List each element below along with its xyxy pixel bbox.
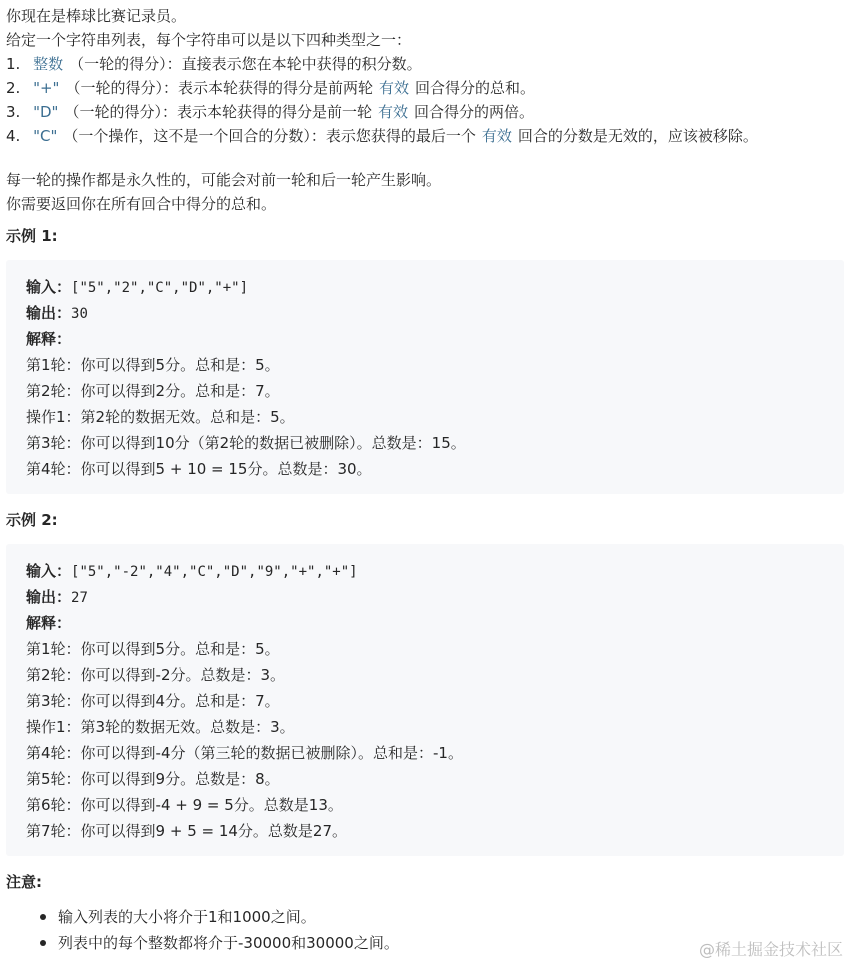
example-1-step: 第3轮：你可以得到10分（第2轮的数据已被删除）。总数是：15。 — [26, 434, 466, 452]
example-1-step: 第1轮：你可以得到5分。总和是：5。 — [26, 356, 280, 374]
intro-line-1: 你现在是棒球比赛记录员。 — [6, 7, 187, 25]
list-item: 输入列表的大小将介于1和1000之间。 — [58, 904, 844, 930]
example-2-step: 第4轮：你可以得到-4分（第三轮的数据已被删除）。总和是：-1。 — [26, 744, 463, 762]
example-1-step: 第2轮：你可以得到2分。总和是：7。 — [26, 382, 280, 400]
keyword-valid: 有效 — [379, 79, 410, 97]
keyword-c: "C" — [33, 127, 58, 145]
example-1-step: 操作1：第2轮的数据无效。总和是：5。 — [26, 408, 295, 426]
type-item-3: 3. "D" （一轮的得分）：表示本轮获得的得分是前一轮 有效 回合得分的两倍。 — [6, 103, 535, 121]
watermark: @稀土掘金技术社区 — [698, 940, 843, 959]
example-1-explain-label: 解释： — [26, 330, 72, 348]
keyword-valid: 有效 — [481, 127, 512, 145]
keyword-integer: 整数 — [33, 55, 64, 73]
example-1-output: 输出：30 — [26, 304, 88, 322]
paragraph-permanent: 每一轮的操作都是永久性的，可能会对前一轮和后一轮产生影响。 — [6, 171, 442, 189]
example-1-input: 输入：["5","2","C","D","+"] — [26, 278, 249, 296]
problem-description — [6, 0, 844, 956]
example-2-step: 第5轮：你可以得到9分。总数是：8。 — [26, 770, 280, 788]
list-item: 列表中的每个整数都将介于-30000和30000之间。 — [58, 930, 844, 956]
type-item-4: 4. "C" （一个操作，这不是一个回合的分数）：表示您获得的最后一个 有效 回合的分数是无效的，应该被移除。 — [6, 127, 758, 145]
notes-heading: 注意: — [6, 873, 42, 891]
type-item-2: 2. "+" （一轮的得分）：表示本轮获得的得分是前两轮 有效 回合得分的总和。 — [6, 79, 536, 97]
keyword-plus: "+" — [33, 79, 60, 97]
example-2-output: 输出：27 — [26, 588, 88, 606]
example-2-step: 操作1：第3轮的数据无效。总数是：3。 — [26, 718, 295, 736]
keyword-valid: 有效 — [377, 103, 408, 121]
example-1-step: 第4轮：你可以得到5 + 10 = 15分。总数是：30。 — [26, 460, 372, 478]
example-2-heading: 示例 2: — [6, 511, 58, 529]
example-2-step: 第2轮：你可以得到-2分。总数是：3。 — [26, 666, 286, 684]
bullet-icon — [40, 914, 46, 920]
paragraph-return: 你需要返回你在所有回合中得分的总和。 — [6, 195, 277, 213]
bullet-icon — [40, 940, 46, 946]
example-2-step: 第3轮：你可以得到4分。总和是：7。 — [26, 692, 280, 710]
example-2-explain-label: 解释： — [26, 614, 72, 632]
example-2-input: 输入：["5","-2","4","C","D","9","+","+"] — [26, 562, 358, 580]
intro-line-2: 给定一个字符串列表，每个字符串可以是以下四种类型之一： — [6, 31, 412, 49]
type-item-1: 1. 整数 （一轮的得分）：直接表示您在本轮中获得的积分数。 — [6, 55, 422, 73]
example-1-block — [6, 260, 844, 494]
example-2-step: 第1轮：你可以得到5分。总和是：5。 — [26, 640, 280, 658]
keyword-d: "D" — [33, 103, 59, 121]
example-2-step: 第7轮：你可以得到9 + 5 = 14分。总数是27。 — [26, 822, 348, 840]
example-2-block — [6, 544, 844, 856]
example-1-heading: 示例 1: — [6, 227, 58, 245]
example-2-step: 第6轮：你可以得到-4 + 9 = 5分。总数是13。 — [26, 796, 343, 814]
